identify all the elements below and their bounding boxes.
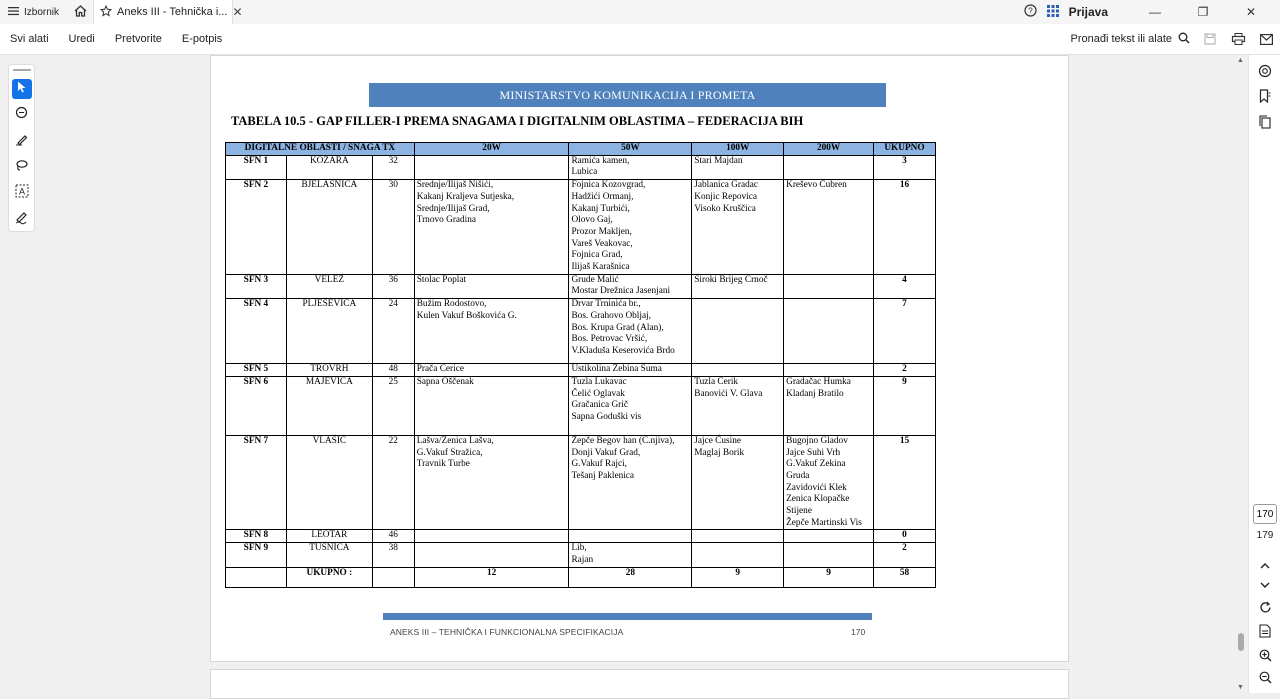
chevron-down-icon <box>1260 576 1270 594</box>
menu-edit[interactable]: Uredi <box>68 33 95 45</box>
w200-total: 9 <box>784 567 874 587</box>
totals-label: UKUPNO : <box>286 567 372 587</box>
table-title: TABELA 10.5 - GAP FILLER-I PREMA SNAGAMA I DIGITALNIM OBLASTIMA – FEDERACIJA BIH <box>231 114 804 128</box>
w100-cell <box>692 364 784 377</box>
region-cell: TROVRH <box>286 364 372 377</box>
page-view-button[interactable] <box>1255 623 1275 643</box>
column-header: 200W <box>784 143 874 156</box>
comment-icon <box>15 106 29 125</box>
w100-total: 9 <box>692 567 784 587</box>
highlight-tool[interactable] <box>12 131 32 151</box>
table-row <box>226 155 936 179</box>
sfn-cell: SFN 2 <box>226 180 287 275</box>
assistant-icon <box>1258 64 1272 83</box>
text-box-icon <box>15 184 29 203</box>
find-tools[interactable] <box>1071 32 1197 47</box>
bookmarks-button[interactable] <box>1255 88 1275 108</box>
table-row <box>226 530 936 543</box>
tab-title: Aneks III - Tehnička i... <box>117 6 228 18</box>
column-header: 20W <box>414 143 569 156</box>
w50-cell: Žepče Begov han (C.njiva), Donji Vakuf Grad, G.Vakuf Rajci, Tešanj Paklenica <box>569 435 692 530</box>
select-tool[interactable] <box>12 79 32 99</box>
home-icon <box>74 5 87 20</box>
empty-cell <box>226 567 287 587</box>
table-row <box>226 543 936 567</box>
w200-cell <box>784 274 874 298</box>
w200-cell: Bugojno Gladov Jajce Suhi Vrh G.Vakuf Zekina Gruda Zavidovići Klek Zenica Klopačke Stijene Žepče Martinski Vis <box>784 435 874 530</box>
w200-cell <box>784 530 874 543</box>
w20-cell: Stolac Poplat <box>414 274 569 298</box>
document-icon <box>1259 624 1271 643</box>
sfn-cell: SFN 6 <box>226 376 287 435</box>
footer-rule <box>383 613 872 620</box>
total-cell: 2 <box>874 364 936 377</box>
apps-grid-icon[interactable] <box>1047 5 1059 20</box>
pdf-page <box>210 55 1069 662</box>
w200-cell: Gradačac Humka Kladanj Bratilo <box>784 376 874 435</box>
sign-tool[interactable] <box>12 209 32 229</box>
table-row <box>226 364 936 377</box>
table-row <box>226 376 936 435</box>
close-window-icon[interactable]: ✕ <box>1245 5 1257 19</box>
zoom-in-icon <box>1259 649 1272 667</box>
ai-assistant-button[interactable] <box>1255 63 1275 83</box>
footer-page-number: 170 <box>851 627 866 637</box>
w20-total: 12 <box>414 567 569 587</box>
menu-esign[interactable]: E-potpis <box>181 33 223 45</box>
w100-cell: Tuzla Cerik Banovići V. Glava <box>692 376 784 435</box>
left-tool-rail <box>8 64 35 232</box>
ministry-banner: MINISTARSTVO KOMUNIKACIJA I PROMETA <box>369 83 886 107</box>
tx-power-cell: 32 <box>372 155 414 179</box>
total-pages: 179 <box>1256 530 1274 541</box>
document-tab[interactable] <box>93 0 243 24</box>
comment-tool[interactable] <box>12 105 32 125</box>
next-page-button[interactable] <box>1255 575 1275 595</box>
total-cell: 0 <box>874 530 936 543</box>
tx-power-cell: 30 <box>372 180 414 275</box>
pen-icon <box>15 132 29 151</box>
grand-total: 58 <box>874 567 936 587</box>
region-cell: PLJEŠEVICA <box>286 299 372 364</box>
w100-cell: Jajce Ćusine Maglaj Borik <box>692 435 784 530</box>
menu-all-tools[interactable]: Svi alati <box>10 33 49 45</box>
previous-page-button[interactable] <box>1255 555 1275 575</box>
w100-cell <box>692 299 784 364</box>
total-cell: 15 <box>874 435 936 530</box>
sfn-cell: SFN 1 <box>226 155 287 179</box>
menu-convert[interactable]: Pretvorite <box>114 33 162 45</box>
restore-icon[interactable]: ❐ <box>1197 5 1209 19</box>
minimize-icon[interactable]: — <box>1149 5 1161 19</box>
region-cell: VELEŽ <box>286 274 372 298</box>
svg-text:A: A <box>18 186 25 196</box>
w20-cell: Lašva/Zenica Lašva, G.Vakuf Stražica, Travnik Turbe <box>414 435 569 530</box>
w200-cell <box>784 155 874 179</box>
region-cell: LEOTAR <box>286 530 372 543</box>
w100-cell: Jablanica Gradac Konjic Repovica Visoko Kruščica <box>692 180 784 275</box>
total-cell: 4 <box>874 274 936 298</box>
w200-cell <box>784 543 874 567</box>
w50-cell: Grude Malić Mostar Drežnica Jasenjani <box>569 274 692 298</box>
lasso-icon <box>15 158 29 177</box>
total-cell: 2 <box>874 543 936 567</box>
w20-cell <box>414 155 569 179</box>
w100-cell <box>692 530 784 543</box>
scroll-thumb[interactable] <box>1238 633 1244 651</box>
svg-text:?: ? <box>1027 6 1033 16</box>
vertical-scrollbar[interactable] <box>1236 55 1246 693</box>
region-cell: MAJEVICA <box>286 376 372 435</box>
tx-power-cell: 25 <box>372 376 414 435</box>
signature-icon <box>15 210 29 229</box>
sfn-cell: SFN 9 <box>226 543 287 567</box>
sfn-cell: SFN 7 <box>226 435 287 530</box>
tx-power-cell: 36 <box>372 274 414 298</box>
table-header-row <box>226 143 936 156</box>
right-rail <box>1248 55 1280 693</box>
menu-bar <box>0 24 1280 55</box>
w100-cell <box>692 543 784 567</box>
total-cell: 16 <box>874 180 936 275</box>
footer-text: ANEKS III – TEHNIČKA I FUNKCIONALNA SPECIFIKACIJA <box>390 627 624 637</box>
w50-cell <box>569 530 692 543</box>
mail-icon[interactable] <box>1252 34 1280 45</box>
total-cell: 9 <box>874 376 936 435</box>
text-select-tool[interactable] <box>12 183 32 203</box>
document-viewport[interactable] <box>44 55 1246 693</box>
w200-cell <box>784 299 874 364</box>
zoom-out-icon <box>1259 671 1272 689</box>
tx-power-cell: 38 <box>372 543 414 567</box>
chevron-up-icon <box>1260 556 1270 574</box>
help-icon[interactable] <box>1024 4 1037 20</box>
region-cell: KOZARA <box>286 155 372 179</box>
w20-cell <box>414 530 569 543</box>
w50-cell: Fojnica Kozovgrad, Hadžići Ormanj, Kakanj Turbići, Olovo Gaj, Prozor Makljen, Vareš Veakovac, Fojnica Grad, Ilijaš Karašnica <box>569 180 692 275</box>
column-header: DIGITALNE OBLASTI / SNAGA TX <box>226 143 415 156</box>
find-label: Pronađi tekst ili alate <box>1070 33 1172 45</box>
menu-label: Izbornik <box>24 6 60 18</box>
cursor-icon <box>17 80 27 98</box>
w50-cell: Drvar Trninića br., Bos. Grahovo Obljaj, Bos. Krupa Grad (Alan), Bos. Petrovac Vršić, V.Kladuša Keserovića Brdo <box>569 299 692 364</box>
w200-cell: Kreševo Čubren <box>784 180 874 275</box>
star-icon[interactable] <box>100 5 112 20</box>
close-tab-icon[interactable]: ✕ <box>232 5 243 19</box>
save-icon[interactable] <box>1196 33 1224 45</box>
region-cell: BJELAŠNICA <box>286 180 372 275</box>
bookmark-icon <box>1259 89 1271 108</box>
w20-cell: Bužim Rodostovo, Kulen Vakuf Boškovića G. <box>414 299 569 364</box>
zoom-out-button[interactable] <box>1255 670 1275 690</box>
w20-cell <box>414 543 569 567</box>
zoom-in-button[interactable] <box>1255 648 1275 668</box>
table-row <box>226 180 936 275</box>
pages-icon <box>1259 115 1271 134</box>
totals-row <box>226 567 936 587</box>
column-header: 100W <box>692 143 784 156</box>
w50-cell: Ustikolina Zebina Šuma <box>569 364 692 377</box>
tx-power-cell: 22 <box>372 435 414 530</box>
scroll-up-icon[interactable]: ▲ <box>1237 57 1244 64</box>
gap-filler-table <box>225 142 936 588</box>
scroll-down-icon[interactable]: ▼ <box>1237 684 1244 691</box>
tx-power-cell: 24 <box>372 299 414 364</box>
w20-cell: Srednje/Ilijaš Nišići, Kakanj Kraljeva Sutjeska, Srednje/Ilijaš Grad, Trnovo Gradina <box>414 180 569 275</box>
table-row <box>226 435 936 530</box>
sfn-cell: SFN 4 <box>226 299 287 364</box>
home-button[interactable] <box>67 0 93 24</box>
current-page-input[interactable]: 170 <box>1253 504 1277 524</box>
refresh-icon <box>1259 601 1272 619</box>
sfn-cell: SFN 5 <box>226 364 287 377</box>
w20-cell: Sapna Oščenak <box>414 376 569 435</box>
sfn-cell: SFN 8 <box>226 530 287 543</box>
total-cell: 7 <box>874 299 936 364</box>
w20-cell: Prača Cerice <box>414 364 569 377</box>
w200-cell <box>784 364 874 377</box>
search-icon <box>1178 32 1190 47</box>
hamburger-icon <box>8 6 19 19</box>
region-cell: VLAŠIĆ <box>286 435 372 530</box>
rail-grip[interactable] <box>13 69 31 71</box>
sfn-cell: SFN 3 <box>226 274 287 298</box>
table-row <box>226 274 936 298</box>
tx-power-cell: 46 <box>372 530 414 543</box>
print-icon[interactable] <box>1224 33 1252 45</box>
w100-cell: Stari Majdan <box>692 155 784 179</box>
region-cell: TUŠNICA <box>286 543 372 567</box>
w50-cell: Lib, Rajan <box>569 543 692 567</box>
table-row <box>226 299 936 364</box>
draw-tool[interactable] <box>12 157 32 177</box>
column-header: UKUPNO <box>874 143 936 156</box>
tab-bar <box>0 0 1280 24</box>
w50-cell: Ramića kamen, Lubica <box>569 155 692 179</box>
next-pdf-page <box>210 669 1069 699</box>
pages-button[interactable] <box>1255 114 1275 134</box>
w50-cell: Tuzla Lukavac Čelić Oglavak Gračanica Grič Sapna Goduški vis <box>569 376 692 435</box>
column-header: 50W <box>569 143 692 156</box>
menu-button[interactable] <box>0 0 67 24</box>
empty-cell <box>372 567 414 587</box>
w100-cell: Široki Brijeg Crnoč <box>692 274 784 298</box>
w50-total: 28 <box>569 567 692 587</box>
refresh-button[interactable] <box>1255 600 1275 620</box>
total-cell: 3 <box>874 155 936 179</box>
sign-in-button[interactable]: Prijava <box>1068 5 1108 19</box>
tx-power-cell: 48 <box>372 364 414 377</box>
